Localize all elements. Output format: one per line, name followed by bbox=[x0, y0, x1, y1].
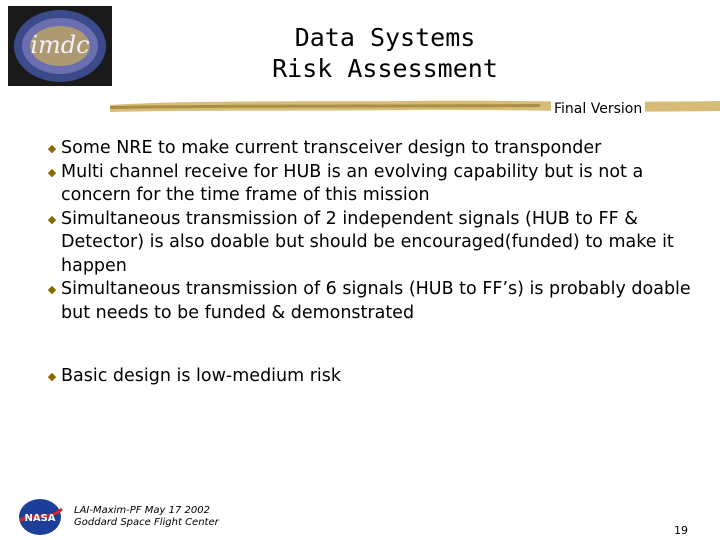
footer-line-1: LAI-Maxim-PF May 17 2002 bbox=[74, 505, 210, 516]
diamond-bullet-icon: ◆ bbox=[47, 212, 57, 226]
nasa-logo-text: NASA bbox=[24, 513, 56, 524]
bullet-item bbox=[46, 365, 706, 389]
page-number: 19 bbox=[674, 524, 688, 537]
bullet-item bbox=[46, 161, 706, 208]
bullet-text: Simultaneous transmission of 6 signals (HUB to FF’s) is probably doable but needs to be funded & demonstrated bbox=[61, 279, 691, 323]
imdc-logo-icon bbox=[8, 6, 112, 86]
bullet-text: Simultaneous transmission of 2 independent signals (HUB to FF & Detector) is also doable but should be encouraged(funded) to make it happen bbox=[61, 208, 674, 276]
slide-title bbox=[240, 22, 530, 84]
bullet-item bbox=[46, 208, 706, 279]
diamond-bullet-icon: ◆ bbox=[47, 370, 57, 383]
title-line-1: Data Systems bbox=[294, 23, 476, 52]
footer-line-2: Goddard Space Flight Center bbox=[74, 517, 219, 528]
bullet-text: Some NRE to make current transceiver design to transponder bbox=[61, 138, 602, 158]
title-line-2: Risk Assessment bbox=[272, 54, 498, 83]
nasa-logo-icon bbox=[16, 497, 64, 537]
logo-text: imdc bbox=[30, 31, 90, 59]
footer-credit bbox=[74, 505, 219, 529]
diamond-bullet-icon: ◆ bbox=[47, 283, 57, 296]
bullet-item bbox=[46, 278, 706, 325]
diamond-bullet-icon: ◆ bbox=[47, 142, 57, 155]
bullet-list bbox=[46, 137, 706, 389]
bullet-item bbox=[46, 137, 706, 161]
bullet-text: Basic design is low-medium risk bbox=[61, 366, 342, 386]
diamond-bullet-icon: ◆ bbox=[47, 165, 57, 179]
bullet-text: Multi channel receive for HUB is an evolving capability but is not a concern for the time frame of this mission bbox=[61, 161, 644, 205]
version-label: Final Version bbox=[551, 101, 645, 117]
